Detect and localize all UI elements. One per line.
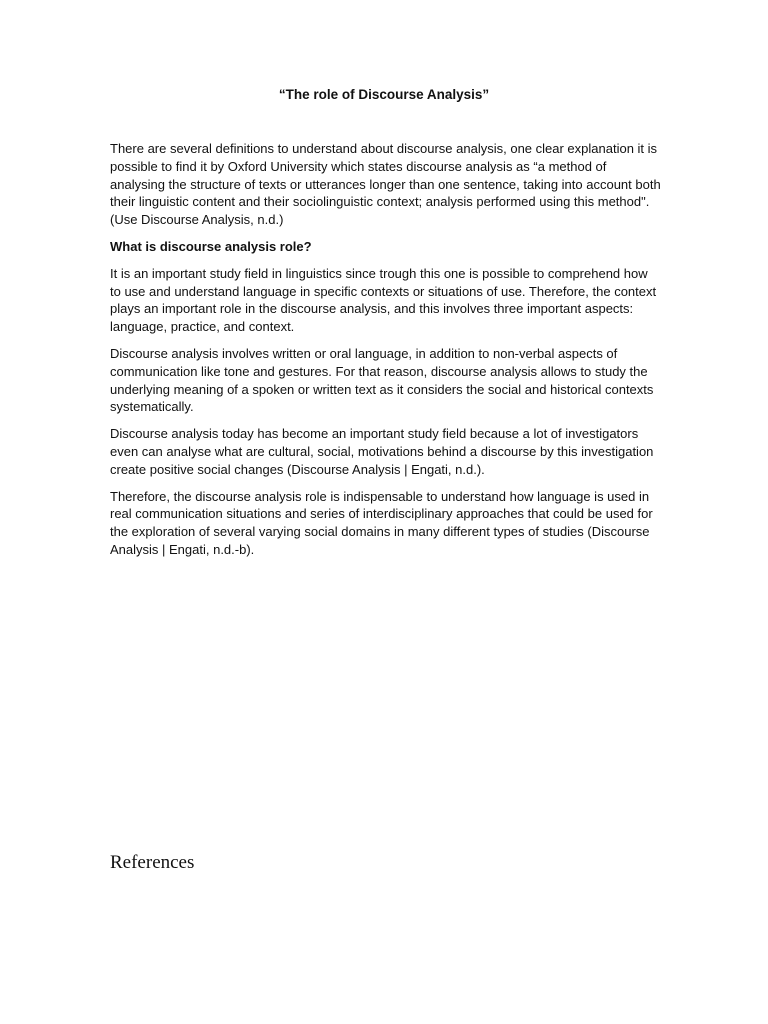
paragraph-investigators: Discourse analysis today has become an important study field because a lot of investigators even can analyse what are cultural, social, motivations behind a discourse by this investigation create positive social changes (Discourse Analysis | Engati, n.d.). — [110, 426, 654, 477]
section-heading-role: What is discourse analysis role? — [110, 238, 312, 254]
document-body — [110, 140, 662, 568]
paragraph-study-field: It is an important study field in linguistics since trough this one is possible to comprehend how to use and understand language in specific contexts or situations of use. Therefore, the context plays an important role in the discourse analysis, and this involves three important aspects: language, practice, and context. — [110, 265, 657, 335]
paragraph-language-types: Discourse analysis involves written or oral language, in addition to non-verbal aspects of communication like tone and gestures. For that reason, discourse analysis allows to study the underlying meaning of a spoken or written text as it considers the social and historical contexts systematically. — [110, 345, 654, 415]
paragraph-definition: There are several definitions to understand about discourse analysis, one clear explanation it is possible to find it by Oxford University which states discourse analysis as “a method of analysing the structure of texts or utterances longer than one sentence, taking into account both their linguistic content and their sociolinguistic context; analysis performed using this method". (Use Discourse Analysis, n.d.) — [110, 141, 661, 228]
document-title: “The role of Discourse Analysis” — [278, 87, 490, 102]
paragraph-conclusion: Therefore, the discourse analysis role is indispensable to understand how language is used in real communication situations and series of interdisciplinary approaches that could be used for the exploration of several varying social domains in many different types of studies (Discourse Analysis | Engati, n.d.-b). — [110, 488, 653, 557]
references-heading: References — [110, 852, 195, 873]
